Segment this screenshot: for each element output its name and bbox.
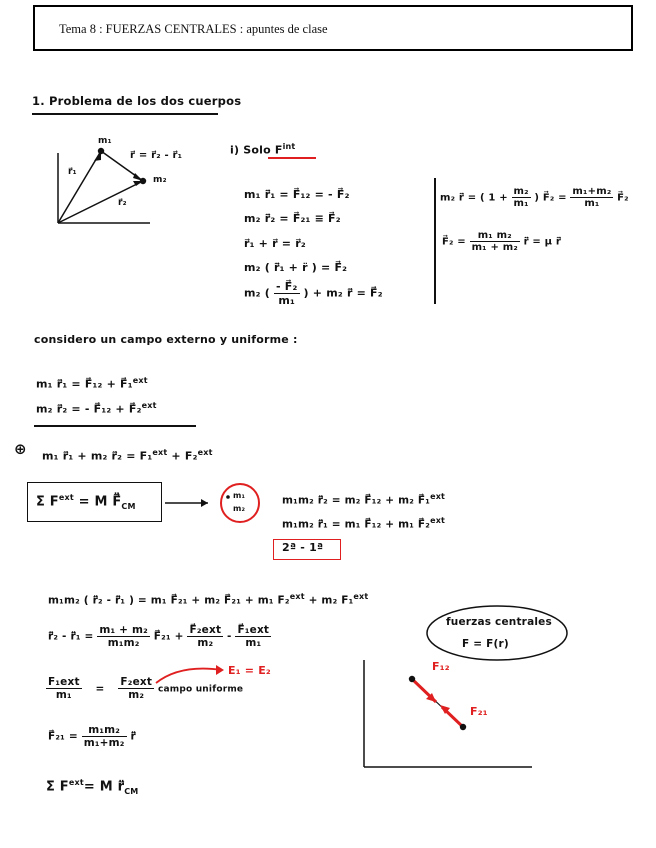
cross-eq-1: m₁m₂ r⃗̈₂ = m₂ F⃗₁₂ + m₂ F⃗₁$^{ext}$	[282, 492, 446, 507]
central-line2: F = F(r)	[462, 638, 509, 650]
eq-left-3: r⃗₁ + r⃗ = r⃗₂	[244, 237, 306, 250]
central-line1: fuerzas centrales	[446, 616, 552, 628]
eq-left-4: m₂ ( r⃗̈₁ + r̈ ) = F⃗₂	[244, 261, 348, 274]
bottom-eq-4: F⃗₂₁ = $\frac{\text{m₁m₂}}{\text{m₁+m₂}}$ r⃗̈	[48, 724, 136, 749]
m1-label: m₁	[98, 136, 112, 146]
solo-text: i) Solo F	[230, 143, 283, 157]
cross-eq-2: m₁m₂ r⃗̈₁ = m₁ F⃗₁₂ + m₁ F⃗₂$^{ext}$	[282, 516, 446, 531]
bottom-eq-5: Σ $F^{ext}= M$ $r⃗̈_{CM}$	[46, 778, 139, 796]
campo-text: considero un campo externo y uniforme :	[34, 333, 298, 346]
eq-left-2: m₂ r⃗̈₂ = F⃗₂₁ ≡ F⃗₂	[244, 212, 341, 225]
ext-eq-1: m₁ r⃗̈₁ = F⃗₁₂ + F⃗₁$^{ext}$	[36, 376, 148, 391]
eq-right-2: F⃗₂ = $\frac{\text{m₁ m₂}}{\text{m₁ + m₂}}$ r⃗̈ = μ r⃗̈	[442, 230, 562, 253]
f21-label: F₂₁	[470, 705, 488, 718]
m2-label: m₂	[153, 175, 167, 185]
red-note: E₁ = E₂	[228, 664, 271, 677]
boxed-eq-text: Σ $F^{ext} = M$ $F⃗̈_{CM}$	[36, 493, 136, 511]
bottom-eq-2: r⃗̈₂ - r⃗̈₁ = $\frac{\text{m₁ + m₂}}{\text{m₁m₂}}$ F⃗₂₁ + $\frac{\text{F⃗₂ext}}{\text{m₂}}$ - $\frac{\text{F⃗₁ext}}{\text{m₁}}$	[48, 624, 270, 649]
red-box-text: 2ª - 1ª	[282, 541, 324, 554]
eq-left-1: m₁ r⃗̈₁ = F⃗₁₂ = - F⃗₂	[244, 188, 350, 201]
bottom-eq-3: $\frac{\text{F₁ext}}{\text{m₁}}$ = $\frac{\text{F₂ext}}{\text{m₂}}$ campo uniforme	[48, 676, 244, 701]
ext-eq-2: m₂ r⃗̈₂ = - F⃗₁₂ + F⃗₂$^{ext}$	[36, 401, 157, 416]
r1-label: r⃗₁	[68, 167, 77, 177]
section-heading: 1. Problema de los dos cuerpos	[32, 94, 242, 108]
eq-left-5: m₂ ( $\frac{\text{- F⃗₂}}{\text{m₁}}$ ) + m₂ r⃗̈ = F⃗₂	[244, 280, 383, 307]
solo-sup: int	[282, 142, 296, 151]
r2-label: r⃗₂	[118, 198, 127, 208]
plus-circle-icon: ⊕	[14, 440, 27, 458]
f12-label: F₁₂	[432, 660, 450, 673]
header-title: Tema 8 : FUERZAS CENTRALES : apuntes de clase	[59, 22, 328, 36]
circle-m2: m₂	[233, 504, 246, 513]
circle-m1: m₁	[233, 491, 246, 500]
sum-eq: m₁ r⃗̈₁ + m₂ r⃗̈₂ = F₁$^{ext}$ + F₂$^{ext}$	[42, 448, 213, 463]
eq-right-1: m₂ r⃗̈ = ( 1 + $\frac{\text{m₂}}{\text{m₁}}$ ) F⃗₂ = $\frac{\text{m₁+m₂}}{\text{m₁}}$ F⃗₂	[440, 186, 629, 209]
relation-label: r⃗ = r⃗₂ - r⃗₁	[130, 150, 183, 161]
bottom-eq-1: m₁m₂ ( r⃗̈₂ - r⃗̈₁ ) = m₁ F⃗₂₁ + m₂ F⃗₂₁ + m₁ F₂$^{ext}$ + m₂ F₁$^{ext}$	[48, 592, 369, 607]
